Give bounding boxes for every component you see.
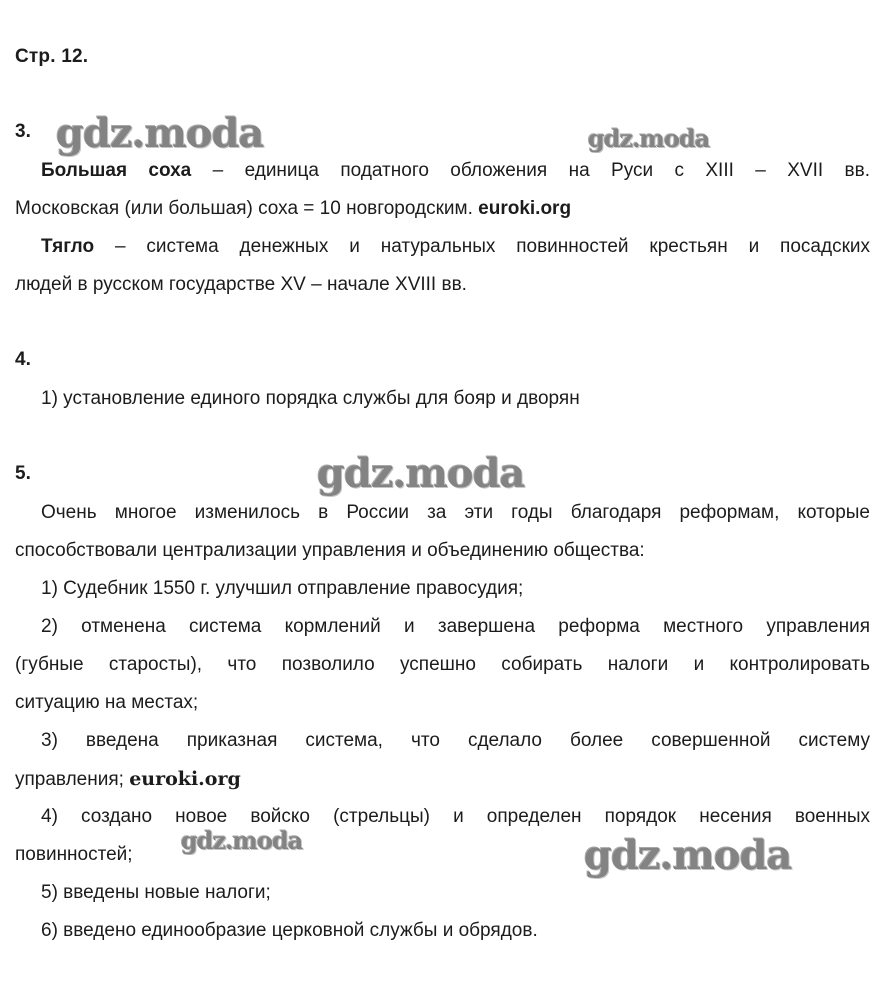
term-tyaglo: Тягло: [41, 236, 95, 257]
task-5-item-2-line-1: 2) отменена система кормлений и завершена реформа местного управления: [41, 616, 870, 637]
term-bolshaya-sokha: Большая соха: [41, 160, 192, 181]
task-3-line-1: [41, 159, 870, 183]
watermark-logo: gdz.moda: [317, 450, 525, 497]
task-5-item-5: 5) введены новые налоги;: [41, 882, 271, 903]
task-5-item-3-line-2: [15, 767, 870, 792]
watermark-logo: gdz.moda: [584, 832, 792, 879]
task-4-item-1: 1) установление единого порядка службы для бояр и дворян: [41, 388, 580, 409]
task-5-item-4-line-1: 4) создано новое войско (стрельцы) и определен порядок несения военных: [41, 806, 870, 827]
task-5-intro-1: Очень многое изменилось в России за эти годы благодаря реформам, которые: [41, 502, 870, 523]
watermark-logo: gdz.moda: [56, 110, 264, 157]
task-5-number: 5.: [15, 463, 31, 484]
task-5-item-4-line-2: повинностей;: [15, 844, 133, 865]
source-label-2: euroki.org: [129, 768, 241, 790]
task-5-item-3-line-2-text: управления;: [15, 769, 130, 790]
task-5-intro-2: способствовали централизации управления и объединению общества:: [15, 540, 645, 561]
definition-tyaglo: – система денежных и натуральных повинностей крестьян и посадских: [94, 236, 870, 257]
watermark-logo: gdz.moda: [588, 124, 710, 153]
task-5-item-2-line-2: (губные старосты), что позволило успешно собирать налоги и контролировать: [15, 654, 870, 675]
task-5-item-6: 6) введено единообразие церковной службы и обрядов.: [41, 920, 538, 941]
task-5-item-1: 1) Судебник 1550 г. улучшил отправление правосудия;: [41, 578, 524, 599]
task-5-item-3-line-1: 3) введена приказная система, что сделало более совершенной систему: [41, 730, 870, 751]
task-3-line-4: людей в русском государстве XV – начале XVIII вв.: [15, 274, 467, 295]
task-5-item-2-line-3: ситуацию на местах;: [15, 692, 199, 713]
task-3-line-3: [41, 235, 870, 259]
watermark-logo: gdz.moda: [181, 826, 303, 855]
source-label: euroki.org: [478, 198, 572, 219]
task-4-number: 4.: [15, 349, 31, 370]
task-3-number: 3.: [15, 121, 31, 142]
definition-bolshaya-sokha: – единица податного обложения на Руси с XIII – XVII вв.: [191, 160, 870, 181]
task-3-line-2: [15, 197, 870, 221]
task-3-line-2-text: Московская (или большая) соха = 10 новгородским.: [15, 198, 479, 219]
page-header: Стр. 12.: [15, 46, 89, 67]
